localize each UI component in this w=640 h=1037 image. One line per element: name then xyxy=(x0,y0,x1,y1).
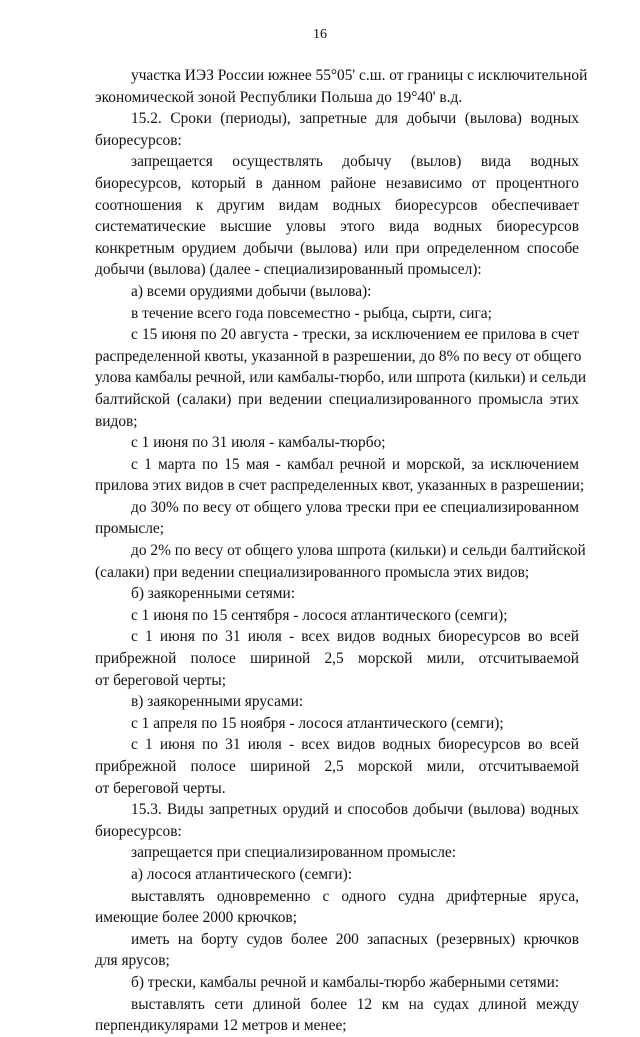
text-line: с 1 июня по 31 июля - всех видов водных биоресурсов во всей xyxy=(131,628,579,646)
text-line: 15.2. Сроки (периоды), запретные для добычи (вылова) водных xyxy=(131,110,579,128)
text-line: иметь на борту судов более 200 запасных (резервных) крючков xyxy=(131,930,579,948)
text-line: до 30% по весу от общего улова трески при ее специализированном xyxy=(131,498,579,516)
text-line: участка ИЭЗ России южнее 55°05' с.ш. от границы с исключительной xyxy=(131,67,588,84)
text-line: а) всеми орудиями добычи (вылова): xyxy=(131,282,372,300)
text-line: прибрежной полосе шириной 2,5 морской мили, отсчитываемой xyxy=(95,650,579,668)
text-line: б) заякоренными сетями: xyxy=(131,585,296,603)
text-line: с 1 апреля по 15 ноября - лосося атлантического (семги); xyxy=(131,714,504,732)
text-line: биоресурсов, который в данном районе независимо от процентного xyxy=(95,174,579,192)
text-line: балтийской (салаки) при ведении специализированного промысла этих xyxy=(95,390,579,408)
text-line: с 1 июня по 31 июля - камбалы-тюрбо; xyxy=(131,434,386,452)
text-line: распределенной квоты, указанной в разрешении, до 8% по весу от общего xyxy=(95,347,582,365)
text-line: систематические высшие уловы этого вида водных биоресурсов xyxy=(95,218,579,236)
text-line: перпендикулярами 12 метров и менее; xyxy=(95,1017,347,1035)
text-line: запрещается при специализированном промысле: xyxy=(131,844,457,862)
text-line: выставлять сети длиной более 12 км на судах длиной между xyxy=(131,995,579,1013)
text-line: выставлять одновременно с одного судна дрифтерные яруса, xyxy=(131,887,579,905)
text-line: для ярусов; xyxy=(95,952,170,970)
text-line: биоресурсов: xyxy=(95,131,182,149)
text-line: (салаки) при ведении специализированного промысла этих видов; xyxy=(95,563,530,581)
text-line: промысле; xyxy=(95,520,165,538)
text-line: видов; xyxy=(95,412,138,430)
document-body xyxy=(95,65,588,1037)
text-line: биоресурсов: xyxy=(95,822,182,840)
text-line: с 1 июня по 31 июля - всех видов водных биоресурсов во всей xyxy=(131,736,579,754)
text-line: прибрежной полосе шириной 2,5 морской мили, отсчитываемой xyxy=(95,758,579,775)
text-line: до 2% по весу от общего улова шпрота (кильки) и сельди балтийской xyxy=(131,542,586,560)
text-line: в течение всего года повсеместно - рыбца, сырти, сига; xyxy=(131,304,492,322)
text-line: б) трески, камбалы речной и камбалы-тюрбо жаберными сетями: xyxy=(131,973,560,991)
text-line: с 1 марта по 15 мая - камбал речной и морской, за исключением xyxy=(131,455,579,473)
text-line: запрещается осуществлять добычу (вылов) вида водных xyxy=(131,153,579,171)
text-line: имеющие более 2000 крючков; xyxy=(95,909,297,927)
text-line: добычи (вылова) (далее - специализированный промысел): xyxy=(95,261,482,279)
text-line: 15.3. Виды запретных орудий и способов добычи (вылова) водных xyxy=(131,801,579,819)
text-line: соотношения к другим видам водных биоресурсов обеспечивает xyxy=(95,196,579,214)
text-line: а) лосося атлантического (семги): xyxy=(131,865,353,883)
text-line: с 15 июня по 20 августа - трески, за исключением ее прилова в счет xyxy=(131,326,579,344)
text-line: прилова этих видов в счет распределенных квот, указанных в разрешении; xyxy=(95,477,585,495)
text-line: в) заякоренными ярусами: xyxy=(131,693,304,711)
text-line: от береговой черты; xyxy=(95,671,227,689)
text-line: конкретным орудием добычи (вылова) или при определенном способе xyxy=(95,239,579,257)
text-line: с 1 июня по 15 сентября - лосося атлантического (семги); xyxy=(131,606,508,624)
page-number: 16 xyxy=(313,27,327,42)
text-line: от береговой черты. xyxy=(95,779,226,797)
text-line: улова камбалы речной, или камбалы-тюрбо, или шпрота (кильки) и сельди xyxy=(95,369,587,387)
text-line: экономической зоной Республики Польша до 19°40' в.д. xyxy=(95,88,463,106)
